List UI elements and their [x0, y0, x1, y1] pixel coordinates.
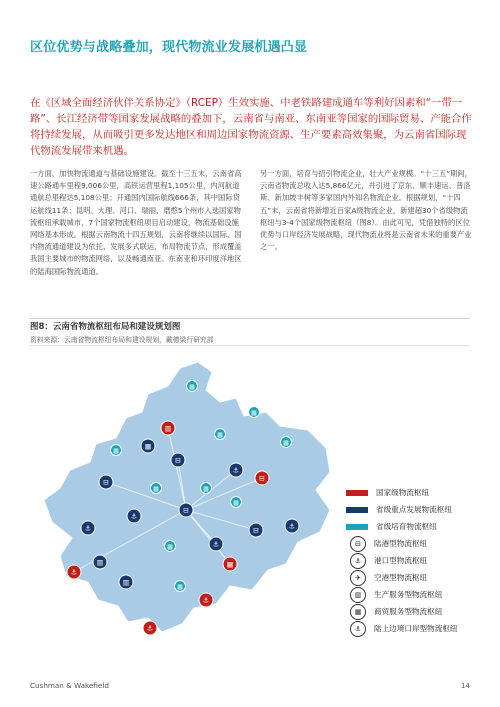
hub-marker-icon: ▦ — [226, 560, 234, 569]
hub-marker-cultivate — [111, 445, 122, 456]
legend-item — [346, 552, 486, 569]
hub-marker-national — [199, 593, 213, 607]
legend-label: 陆港型物流枢纽 — [374, 539, 428, 548]
hub-marker-icon: ▦ — [177, 583, 183, 591]
hub-marker-icon: ▦ — [233, 499, 239, 507]
figure-title: 图8：云南省物流枢纽布局和建设规划图 — [30, 322, 181, 332]
hub-marker-national — [255, 471, 269, 485]
legend-item — [346, 501, 486, 518]
hub-marker-cultivate — [215, 429, 226, 440]
hub-marker-key — [249, 523, 263, 537]
legend-item — [346, 569, 486, 586]
hub-marker-icon: ⊟ — [253, 526, 259, 535]
legend-item — [346, 586, 486, 603]
hub-marker-key — [285, 519, 299, 533]
hub-marker-national — [143, 621, 157, 635]
hub-marker-key — [171, 453, 185, 467]
yunnan-logistics-map — [30, 350, 350, 650]
legend-item — [346, 603, 486, 620]
hub-marker-icon: ⚓ — [288, 522, 296, 531]
hub-marker-icon: ▦ — [153, 485, 159, 493]
hub-marker-icon: ▦ — [283, 439, 289, 447]
lead-paragraph: 在《区域全面经济伙伴关系协定》（RCEP）生效实施、中老铁路建成通车等利好因素和“一带一路”、长江经济带等国家发展战略的叠加下，云南省与南亚、东南亚等国家的国际贸易、产能合作将持续发展，从而吸引更多发达地区和周边国家物流资源、生产要素高效集聚，为云南省国际现代物流发展带来机遇。 — [30, 97, 472, 157]
legend-swatch — [346, 490, 368, 496]
port-icon: ⚓ — [350, 553, 366, 569]
hub-marker-national — [161, 421, 175, 435]
footer-brand: Cushman & Wakefield — [30, 681, 109, 690]
legend-label: 陆上边境口岸型物流枢纽 — [374, 624, 458, 633]
hub-marker-icon: ⚓ — [146, 624, 154, 633]
hub-marker-icon: ▦ — [144, 442, 152, 451]
hub-marker-icon: ⊟ — [183, 506, 189, 515]
section-heading: 区位优势与战略叠加，现代物流业发展机遇凸显 — [30, 40, 308, 55]
hub-marker-cultivate — [165, 541, 176, 552]
hub-marker-key — [119, 575, 133, 589]
figure-source: 资料来源：云南省物流枢纽布局和建设规划，戴德梁行研究部 — [30, 336, 214, 344]
hub-marker-icon: ⊟ — [175, 456, 181, 465]
hub-marker-icon: ⚓ — [212, 540, 220, 549]
map-legend — [346, 484, 486, 637]
hub-marker-cultivate — [201, 483, 212, 494]
hub-marker-cultivate — [249, 407, 260, 418]
legend-label: 港口型物流枢纽 — [374, 556, 428, 565]
border-port-icon: ⚓ — [350, 621, 366, 637]
hub-marker-icon: ⚓ — [232, 466, 240, 475]
train-icon: ⊟ — [350, 536, 366, 552]
figure-divider-bottom — [30, 345, 470, 346]
legend-swatch — [346, 524, 368, 530]
page-number: 14 — [460, 681, 470, 690]
hub-marker-cultivate — [175, 581, 186, 592]
legend-item — [346, 484, 486, 501]
hub-marker-key — [127, 509, 141, 523]
hub-marker-key — [209, 537, 223, 551]
legend-label: 商贸服务型物流枢纽 — [374, 607, 443, 616]
hub-marker-icon: ⚓ — [84, 524, 92, 533]
hub-marker-icon: ▦ — [217, 431, 223, 439]
province-shape — [44, 362, 330, 632]
hub-marker-cultivate — [187, 381, 198, 392]
hub-marker-icon: ▥ — [96, 558, 104, 567]
plane-icon: ✈ — [350, 570, 366, 586]
legend-label: 生产服务型物流枢纽 — [374, 590, 443, 599]
shop-icon: ▦ — [350, 604, 366, 620]
body-column-right: 另一方面，培育与招引物流企业，壮大产业规模。“十三五”期间，云南省物流总收入达5,866亿元，并引进了京东、顺丰速运、普洛斯、新加坡丰树等多家国内外知名物流企业。根据规划，“十四五”末，云南省将新增近百家A级物流企业，新建超30个省级物流枢纽与3-4个国家级物流枢纽（图8）。由此可见，凭借独特的区位优势与口岸经济发展战略，现代物流业将是云南省未来的重要产业之一。 — [260, 169, 472, 252]
hub-marker-cultivate — [151, 483, 162, 494]
hub-marker-key — [99, 475, 113, 489]
hub-marker-key — [93, 555, 107, 569]
hub-marker-icon: ▦ — [251, 409, 257, 417]
body-column-left: 一方面，加快物流通道与基础设施建设。截至十三五末，云南省高速公路通车里程9,006公里，高铁运营里程1,105公里，内河航道通航总里程达5,108公里；开通国内国际航线666条，其中国际货运航线11条；昆明、大理、河口、瑞丽、磨憨5个州市入选国家物流枢纽承载城市，7个国家物流枢纽项目启动建设，物流基础设施网络基本形成。根据云南物流十四五规划，云南将继续以国际、国内物流通道建设为依托，发展多式联运，布局物流节点，形成覆盖我国主要城市的物流网络，以及畅通南亚、东南亚和环印度洋地区的陆海国际物流通道。 — [30, 169, 242, 276]
hub-marker-icon: ⊟ — [103, 478, 109, 487]
factory-icon: ▥ — [350, 587, 366, 603]
hub-marker-key — [81, 521, 95, 535]
hub-marker-icon: ⚓ — [70, 568, 78, 577]
hub-marker-icon: ▦ — [167, 543, 173, 551]
hub-marker-national — [223, 557, 237, 571]
hub-marker-key — [229, 463, 243, 477]
legend-item — [346, 535, 486, 552]
hub-marker-cultivate — [281, 437, 292, 448]
legend-item — [346, 620, 486, 637]
hub-marker-icon: ▦ — [203, 485, 209, 493]
hub-marker-icon: ⊟ — [259, 474, 265, 483]
hub-marker-icon: ▦ — [113, 447, 119, 455]
legend-label: 国家级物流枢纽 — [376, 488, 430, 497]
hub-marker-key — [179, 503, 193, 517]
legend-label: 省级重点发展物流枢纽 — [376, 505, 452, 514]
hub-marker-icon: ⚓ — [202, 596, 210, 605]
hub-marker-icon: ▥ — [122, 578, 130, 587]
figure-divider-top — [30, 318, 470, 319]
map-svg — [30, 350, 350, 650]
hub-marker-national — [67, 565, 81, 579]
hub-marker-icon: ⚓ — [130, 512, 138, 521]
hub-marker-cultivate — [231, 497, 242, 508]
hub-marker-icon: ▦ — [189, 383, 195, 391]
legend-label: 省级培育物流枢纽 — [376, 522, 437, 531]
legend-label: 空港型物流枢纽 — [374, 573, 428, 582]
legend-swatch — [346, 507, 368, 513]
hub-marker-key — [141, 439, 155, 453]
hub-marker-icon: ▥ — [164, 424, 172, 433]
legend-item — [346, 518, 486, 535]
